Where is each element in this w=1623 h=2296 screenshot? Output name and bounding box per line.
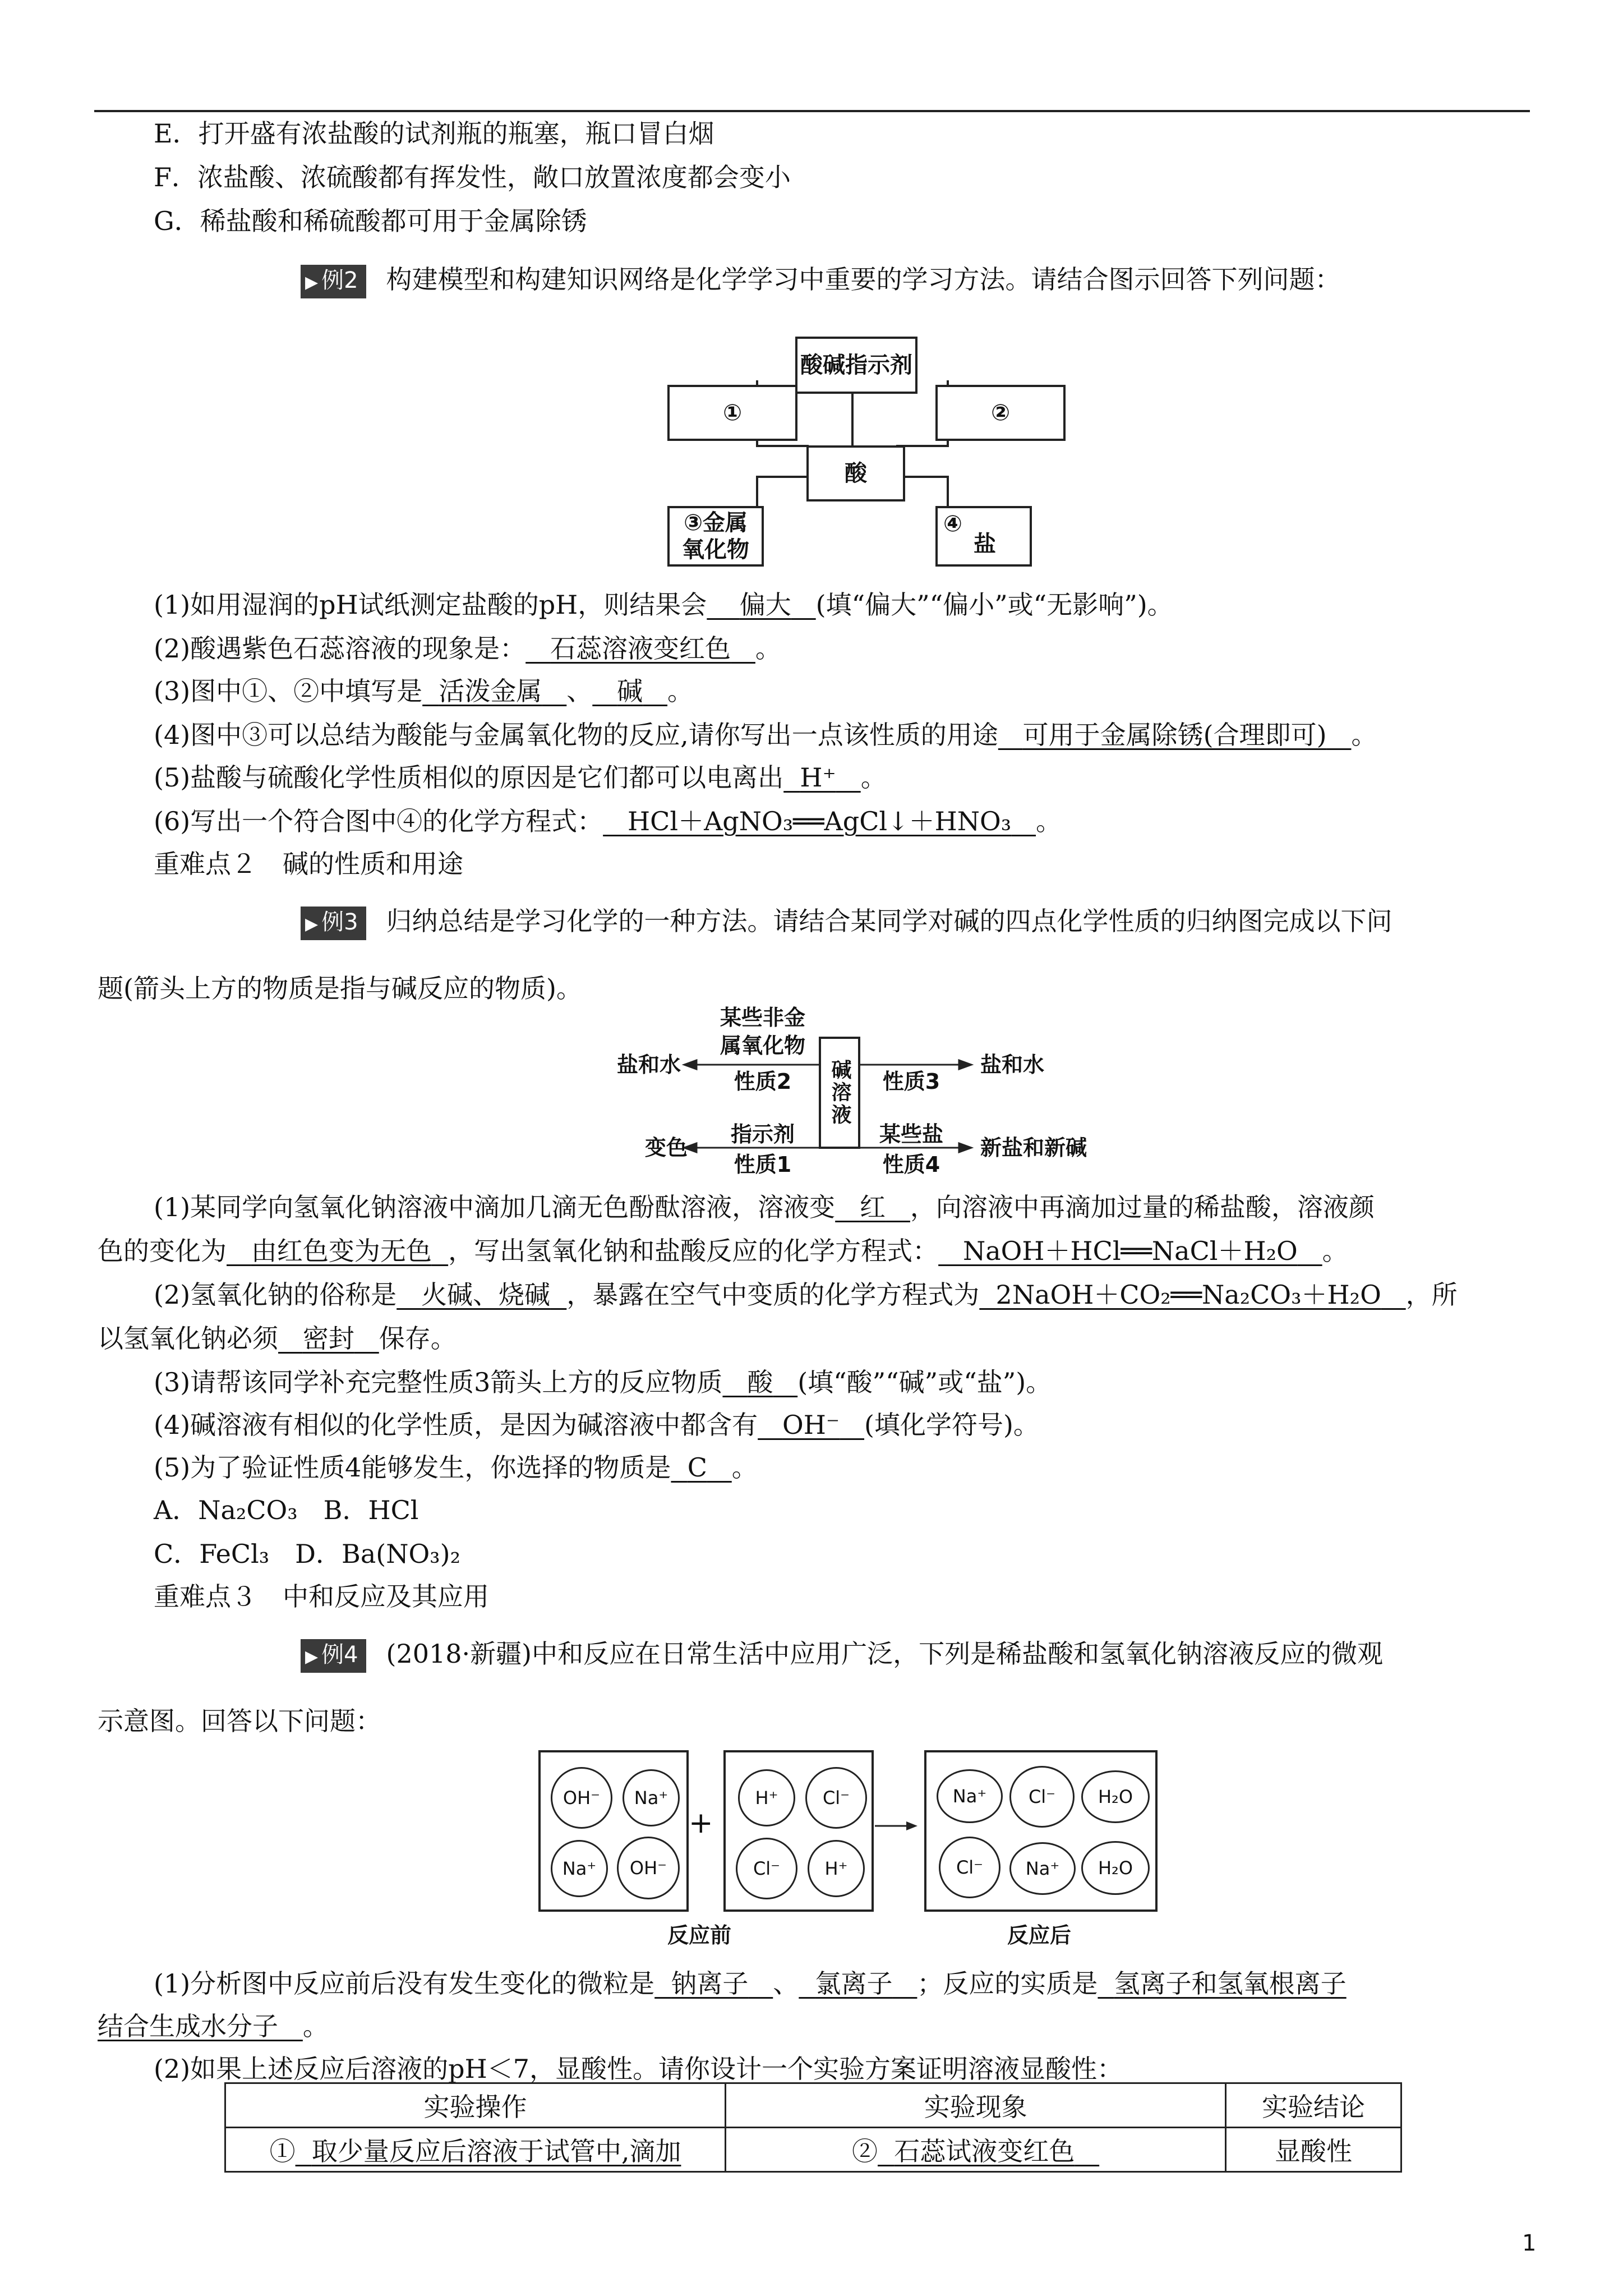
header-operation: 实验操作 xyxy=(225,2083,726,2128)
ex2-q3: (3)图中①、②中填写是 活泼金属 、 碱 。 xyxy=(154,676,694,706)
ion: H⁺ xyxy=(738,1769,795,1826)
ex3-q4: (4)碱溶液有相似的化学性质，是因为碱溶液中都含有 OH⁻ (填化学符号)。 xyxy=(154,1410,1039,1440)
header-rule xyxy=(94,110,1530,112)
ex2-q2: (2)酸遇紫色石蕊溶液的现象是： 石蕊溶液变红色 。 xyxy=(154,633,781,664)
ion: Cl⁻ xyxy=(736,1838,797,1899)
ex3-q1-line2: 色的变化为 由红色变为无色 ，写出氢氧化钠和盐酸反应的化学方程式： NaOH＋HCl══NaCl＋H₂O 。 xyxy=(98,1236,1348,1266)
ion: H⁺ xyxy=(808,1840,865,1897)
metal-oxide-label-1: ③金属 xyxy=(684,510,748,536)
ion: OH⁻ xyxy=(617,1837,680,1899)
panel-hcl xyxy=(723,1750,874,1912)
page-number: 1 xyxy=(1522,2230,1537,2256)
property4-label: 性质4 xyxy=(882,1152,940,1177)
example4-tag: ▶ 例4 xyxy=(301,1639,366,1673)
ex3-options-ab: A．Na₂CO₃ B．HCl xyxy=(154,1495,419,1525)
plus-sign: + xyxy=(689,1806,713,1840)
play-icon: ▶ xyxy=(305,273,319,292)
ex4-q1: (1)分析图中反应前后没有发生变化的微粒是 钠离子 、 氯离子 ；反应的实质是 氢离子和氢氧根离子 xyxy=(154,1968,1347,1999)
example3-tag: ▶ 例3 xyxy=(301,907,366,940)
header-conclusion: 实验结论 xyxy=(1226,2083,1401,2128)
ex3-q2-line2: 以氢氧化钠必须 密封 保存。 xyxy=(98,1323,457,1354)
example2-tag: ▶ 例2 xyxy=(301,265,366,298)
example2-stem: ▶ 例2 构建模型和构建知识网络是化学学习中重要的学习方法。请结合图示回答下列问题： xyxy=(301,261,1341,298)
ex4-q2: (2)如果上述反应后溶液的pH＜7，显酸性。请你设计一个实验方案证明溶液显酸性： xyxy=(154,2054,1123,2084)
option-f: F．浓盐酸、浓硫酸都有挥发性，敞口放置浓度都会变小 xyxy=(154,162,791,192)
table-header-row xyxy=(225,2083,1401,2128)
experiment-table xyxy=(224,2082,1402,2173)
ex2-q6: (6)写出一个符合图中④的化学方程式： HCl＋AgNO₃══AgCl↓＋HNO₃ 。 xyxy=(154,806,1062,836)
property1-label: 性质1 xyxy=(734,1152,792,1177)
cell-operation: ① 取少量反应后溶液于试管中,滴加 xyxy=(225,2128,726,2172)
ex2-q1: (1)如用湿润的pH试纸测定盐酸的pH，则结果会 偏大 (填“偏大”“偏小”或“无影响”)。 xyxy=(154,590,1173,620)
some-salts-label: 某些盐 xyxy=(879,1122,943,1147)
ion: H₂O xyxy=(1081,1841,1150,1895)
ion: Cl⁻ xyxy=(1009,1766,1075,1828)
new-salt-base-label: 新盐和新碱 xyxy=(980,1135,1087,1160)
ex3-options-cd: C．FeCl₃ D．Ba(NO₃)₂ xyxy=(154,1539,461,1569)
header-phenomenon: 实验现象 xyxy=(726,2083,1226,2128)
ex3-q5: (5)为了验证性质4能够发生，你选择的物质是 C 。 xyxy=(154,1452,758,1483)
color-change-label: 变色 xyxy=(645,1135,688,1160)
ex3-q3: (3)请帮该同学补充完整性质3箭头上方的反应物质 酸 (填“酸”“碱”或“盐”)。 xyxy=(154,1367,1052,1397)
ex3-q2: (2)氢氧化钠的俗称是 火碱、烧碱 ，暴露在空气中变质的化学方程式为 2NaOH＋CO₂══Na₂CO₃＋H₂O ，所 xyxy=(154,1280,1458,1310)
option-g: G．稀盐酸和稀硫酸都可用于金属除锈 xyxy=(154,206,587,236)
ion: H₂O xyxy=(1081,1770,1150,1823)
example3-stem: ▶ 例3 归纳总结是学习化学的一种方法。请结合某同学对碱的四点化学性质的归纳图完成以下问 xyxy=(301,903,1393,940)
metal-oxide-box xyxy=(667,506,764,567)
ex2-q5: (5)盐酸与硫酸化学性质相似的原因是它们都可以电离出 H⁺ 。 xyxy=(154,762,887,793)
salt-box xyxy=(935,506,1032,567)
example3-stem-2: 题(箭头上方的物质是指与碱反应的物质)。 xyxy=(98,973,582,1004)
ex2-q4: (4)图中③可以总结为酸能与金属氧化物的反应,请你写出一点该性质的用途 可用于金属除锈(合理即可) 。 xyxy=(154,720,1377,750)
play-icon: ▶ xyxy=(305,914,319,934)
option-e: E．打开盛有浓盐酸的试剂瓶的瓶塞，瓶口冒白烟 xyxy=(154,118,714,149)
ion: Na⁺ xyxy=(937,1769,1003,1823)
example4-stem-2: 示意图。回答以下问题： xyxy=(98,1706,381,1736)
ion: Cl⁻ xyxy=(805,1767,867,1829)
salt-water-right: 盐和水 xyxy=(980,1052,1045,1077)
section-heading-2: 重难点２ 碱的性质和用途 xyxy=(154,849,463,879)
metal-oxide-label-2: 氧化物 xyxy=(682,537,749,563)
ex3-q1: (1)某同学向氢氧化钠溶液中滴加几滴无色酚酞溶液，溶液变 红 ，向溶液中再滴加过量的稀盐酸，溶液颜 xyxy=(154,1192,1375,1222)
ion: Cl⁻ xyxy=(939,1837,1000,1898)
salt-label: 盐 xyxy=(974,531,996,557)
salt-water-left: 盐和水 xyxy=(617,1052,681,1077)
acid-center-box: 酸 xyxy=(806,445,905,501)
property3-label: 性质3 xyxy=(882,1069,940,1094)
reaction-arrow xyxy=(873,1818,921,1834)
indicator-box: 酸碱指示剂 xyxy=(795,337,917,394)
ex4-q1-line2: 结合生成水分子 。 xyxy=(98,2011,329,2041)
indicator-label: 指示剂 xyxy=(730,1122,795,1147)
before-label: 反应前 xyxy=(667,1923,732,1948)
property2-label: 性质2 xyxy=(734,1069,792,1094)
panel-naoh xyxy=(538,1750,689,1912)
panel-products xyxy=(924,1750,1158,1912)
after-label: 反应后 xyxy=(1007,1923,1072,1948)
section-heading-3: 重难点３ 中和反应及其应用 xyxy=(154,1581,489,1612)
ion: OH⁻ xyxy=(551,1767,612,1829)
nonmetal-oxide-label-1: 某些非金 xyxy=(720,1005,805,1030)
example4-stem: ▶ 例4 (2018·新疆)中和反应在日常生活中应用广泛，下列是稀盐酸和氢氧化钠溶液反应的微观 xyxy=(301,1636,1383,1673)
blank1-box: ① xyxy=(667,385,797,441)
blank2-box: ② xyxy=(935,385,1066,441)
cell-conclusion: 显酸性 xyxy=(1226,2128,1401,2172)
ion: Na⁺ xyxy=(551,1840,608,1897)
table-row xyxy=(225,2128,1401,2172)
salt-num: ④ xyxy=(943,511,962,537)
ion: Na⁺ xyxy=(1009,1842,1076,1895)
base-solution-box: 碱溶液 xyxy=(819,1037,860,1149)
nonmetal-oxide-label-2: 属氧化物 xyxy=(720,1033,805,1058)
play-icon: ▶ xyxy=(305,1647,319,1667)
cell-phenomenon: ② 石蕊试液变红色 xyxy=(726,2128,1226,2172)
ion: Na⁺ xyxy=(623,1769,680,1826)
